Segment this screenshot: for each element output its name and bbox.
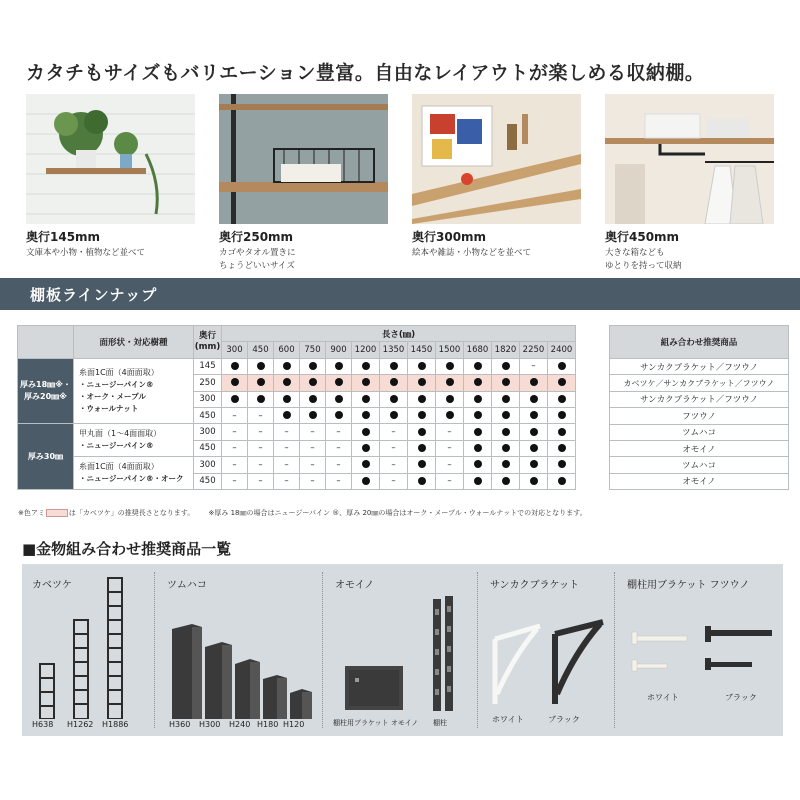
availability-cell (274, 375, 300, 391)
availability-cell (464, 407, 492, 423)
available-dot-icon (257, 362, 265, 370)
available-dot-icon (474, 460, 482, 468)
availability-cell (464, 358, 492, 374)
rec-header: 組み合わせ推奨商品 (610, 326, 789, 359)
available-dot-icon (257, 378, 265, 386)
shape-text: ・ニュージーパイン® (79, 380, 154, 390)
depth-cell: 450 (194, 473, 222, 489)
availability-cell (492, 457, 520, 473)
availability-cell: – (222, 473, 248, 489)
availability-cell (520, 473, 548, 489)
available-dot-icon (362, 395, 370, 403)
availability-cell (408, 440, 436, 456)
availability-cell: – (274, 473, 300, 489)
tsumuhako-title: ツムハコ (167, 580, 207, 591)
shape-text: 甲丸面（1〜4面面取） (79, 429, 162, 439)
availability-cell: – (222, 407, 248, 423)
tsumuhako-size: H300 (199, 720, 221, 729)
available-dot-icon (390, 411, 398, 419)
available-dot-icon (446, 362, 454, 370)
rec-row (610, 424, 789, 440)
availability-cell: – (380, 424, 408, 440)
available-dot-icon (257, 395, 265, 403)
length-header-cell: 900 (326, 342, 352, 358)
length-header-cell: 1350 (380, 342, 408, 358)
futsuno-bracket-icon (627, 624, 777, 684)
depth-cell: 450 (194, 440, 222, 456)
availability-cell (436, 391, 464, 407)
available-dot-icon (283, 362, 291, 370)
depth-cell: 300 (194, 457, 222, 473)
kabetsuke-size: H638 (32, 720, 54, 729)
availability-cell (492, 391, 520, 407)
availability-cell (464, 391, 492, 407)
availability-cell (274, 391, 300, 407)
availability-cell: – (436, 424, 464, 440)
availability-cell (548, 440, 576, 456)
available-dot-icon (502, 411, 510, 419)
available-dot-icon (474, 477, 482, 485)
caption-title: 奥行250mm (219, 230, 294, 244)
shape-text: ・ニュージーパイン® (79, 441, 154, 451)
length-header-cell: 1500 (436, 342, 464, 358)
available-dot-icon (446, 378, 454, 386)
availability-cell (352, 407, 380, 423)
available-dot-icon (502, 477, 510, 485)
availability-cell: – (248, 473, 274, 489)
rec-cell: オモイノ (610, 440, 789, 456)
availability-cell (300, 407, 326, 423)
availability-cell (408, 375, 436, 391)
available-dot-icon (530, 395, 538, 403)
availability-cell (492, 424, 520, 440)
availability-cell (548, 407, 576, 423)
available-dot-icon (502, 460, 510, 468)
availability-cell (380, 358, 408, 374)
caption-title: 奥行145mm (26, 230, 101, 244)
available-dot-icon (231, 378, 239, 386)
tsumuhako-group (157, 564, 327, 736)
availability-cell (380, 391, 408, 407)
lineup-table (17, 325, 576, 490)
availability-cell: – (380, 457, 408, 473)
available-dot-icon (558, 378, 566, 386)
availability-cell (436, 375, 464, 391)
kabetsuke-size: H1262 (67, 720, 94, 729)
availability-cell (548, 375, 576, 391)
omoino-bracket-icon (335, 594, 475, 714)
available-dot-icon (530, 428, 538, 436)
availability-cell: – (248, 407, 274, 423)
availability-cell: – (436, 473, 464, 489)
rec-row (610, 457, 789, 473)
available-dot-icon (474, 395, 482, 403)
available-dot-icon (558, 444, 566, 452)
availability-cell (492, 473, 520, 489)
rec-row (610, 375, 789, 391)
availability-cell (300, 375, 326, 391)
section-title-hardware: ■金物組み合わせ推奨商品一覧 (22, 540, 232, 558)
availability-cell: – (380, 440, 408, 456)
availability-cell (520, 407, 548, 423)
availability-cell (520, 375, 548, 391)
available-dot-icon (530, 444, 538, 452)
table-row (18, 424, 576, 440)
availability-cell (492, 407, 520, 423)
length-header-cell: 1820 (492, 342, 520, 358)
availability-cell (300, 358, 326, 374)
shape-text: ・オーク・メープル (79, 392, 146, 402)
available-dot-icon (474, 444, 482, 452)
depth-cell: 300 (194, 391, 222, 407)
availability-cell (300, 391, 326, 407)
availability-cell: – (248, 424, 274, 440)
availability-cell (492, 358, 520, 374)
photo-145 (26, 94, 195, 224)
caption-300 (412, 228, 587, 260)
caption-desc: 大きな箱なども (605, 248, 665, 258)
table-row (18, 457, 576, 473)
rec-row (610, 473, 789, 489)
available-dot-icon (558, 477, 566, 485)
caption-desc: 文庫本や小物・植物など並べて (26, 248, 146, 258)
headline: カタチもサイズもバリエーション豊富。自由なレイアウトが楽しめる収納棚。 (26, 62, 705, 84)
availability-cell (436, 407, 464, 423)
length-header-cell: 2400 (548, 342, 576, 358)
available-dot-icon (335, 411, 343, 419)
note-1b: は「カベツケ」の推奨長さとなります。 (68, 509, 195, 517)
available-dot-icon (474, 411, 482, 419)
available-dot-icon (418, 428, 426, 436)
availability-cell: – (274, 457, 300, 473)
availability-cell: – (300, 473, 326, 489)
available-dot-icon (418, 378, 426, 386)
availability-cell (352, 457, 380, 473)
availability-cell (408, 473, 436, 489)
available-dot-icon (309, 411, 317, 419)
available-dot-icon (418, 395, 426, 403)
rec-cell: サンカクブラケット／フツウノ (610, 359, 789, 375)
depth-cell: 450 (194, 407, 222, 423)
availability-cell (520, 424, 548, 440)
thickness-header-blank (18, 326, 74, 359)
caption-145 (26, 228, 201, 260)
availability-cell: – (520, 358, 548, 374)
divider (614, 572, 615, 728)
available-dot-icon (474, 378, 482, 386)
available-dot-icon (390, 362, 398, 370)
available-dot-icon (446, 395, 454, 403)
caption-desc: ゆとりを持って収納 (605, 261, 682, 271)
availability-cell (352, 440, 380, 456)
available-dot-icon (362, 477, 370, 485)
thickness-label: 厚み18㎜※・厚み20㎜※ (18, 358, 74, 424)
available-dot-icon (558, 460, 566, 468)
length-header-cell: 1450 (408, 342, 436, 358)
omoino-title: オモイノ (335, 580, 375, 591)
rec-cell: ツムハコ (610, 457, 789, 473)
tsumuhako-size: H240 (229, 720, 251, 729)
availability-cell: – (436, 457, 464, 473)
thickness-label: 厚み30㎜ (18, 424, 74, 490)
availability-cell (222, 375, 248, 391)
white-label: ホワイト (492, 715, 524, 724)
availability-cell (464, 440, 492, 456)
available-dot-icon (362, 428, 370, 436)
available-dot-icon (335, 395, 343, 403)
shape-text: ・ウォールナット (79, 404, 139, 414)
availability-cell (520, 457, 548, 473)
length-header-cell: 450 (248, 342, 274, 358)
available-dot-icon (530, 411, 538, 419)
availability-cell: – (222, 440, 248, 456)
availability-cell (548, 391, 576, 407)
availability-cell (274, 407, 300, 423)
length-header-cell: 300 (222, 342, 248, 358)
sankaku-group (480, 564, 610, 736)
rec-row (610, 359, 789, 375)
note-2: ※厚み 18㎜の場合はニュージーパイン ®、厚み 20㎜の場合はオーク・メープル・ウォールナットでの対応となります。 (208, 509, 587, 517)
depth-header: 奥行(mm) (194, 326, 222, 359)
futsuno-group (617, 564, 783, 736)
available-dot-icon (474, 428, 482, 436)
white-label: ホワイト (647, 693, 679, 702)
depth-cell: 250 (194, 375, 222, 391)
depth-cell: 145 (194, 358, 222, 374)
available-dot-icon (362, 444, 370, 452)
available-dot-icon (309, 378, 317, 386)
available-dot-icon (390, 378, 398, 386)
kabetsuke-title: カベツケ (32, 580, 72, 591)
availability-cell (380, 407, 408, 423)
available-dot-icon (474, 362, 482, 370)
availability-cell (436, 358, 464, 374)
availability-cell: – (300, 424, 326, 440)
availability-cell (520, 391, 548, 407)
rec-row (610, 391, 789, 407)
availability-cell (408, 424, 436, 440)
available-dot-icon (283, 411, 291, 419)
available-dot-icon (502, 444, 510, 452)
availability-cell (492, 375, 520, 391)
available-dot-icon (530, 477, 538, 485)
availability-cell (548, 457, 576, 473)
caption-desc: 絵本や雑誌・小物などを並べて (412, 248, 532, 258)
availability-cell (464, 457, 492, 473)
highlight-swatch (46, 509, 68, 517)
caption-250 (219, 228, 394, 273)
shape-cell (74, 424, 194, 457)
length-header-cell: 1200 (352, 342, 380, 358)
availability-cell: – (248, 457, 274, 473)
availability-cell (548, 358, 576, 374)
shape-text: ・ニュージーパイン®・オーク (79, 474, 184, 484)
availability-cell (492, 440, 520, 456)
availability-cell (548, 473, 576, 489)
availability-cell: – (326, 457, 352, 473)
available-dot-icon (418, 444, 426, 452)
availability-cell (248, 391, 274, 407)
kabetsuke-ladder-icon (32, 574, 147, 719)
sankaku-title: サンカクブラケット (490, 580, 579, 591)
availability-cell (248, 375, 274, 391)
caption-desc: ちょうどいいサイズ (219, 261, 295, 271)
available-dot-icon (558, 428, 566, 436)
section-title-lineup: 棚板ラインナップ (0, 278, 800, 310)
shape-text: 糸面1C面（4面面取） (79, 462, 159, 472)
availability-cell (352, 358, 380, 374)
tsumuhako-size: H120 (283, 720, 305, 729)
availability-cell (380, 375, 408, 391)
depth-cell: 300 (194, 424, 222, 440)
rec-cell: カベツケ／サンカクブラケット／フツウノ (610, 375, 789, 391)
availability-cell (464, 375, 492, 391)
availability-cell: – (326, 473, 352, 489)
availability-cell (326, 407, 352, 423)
table-row (18, 358, 576, 374)
shape-cell (74, 358, 194, 424)
divider (477, 572, 478, 728)
availability-cell: – (300, 440, 326, 456)
available-dot-icon (558, 411, 566, 419)
caption-desc: カゴやタオル置きに (219, 248, 296, 258)
omoino-group (325, 564, 475, 736)
available-dot-icon (362, 378, 370, 386)
availability-cell (548, 424, 576, 440)
recommendation-table (609, 325, 789, 490)
caption-450 (605, 228, 780, 273)
available-dot-icon (231, 362, 239, 370)
available-dot-icon (362, 362, 370, 370)
notes (18, 508, 587, 518)
available-dot-icon (502, 362, 510, 370)
availability-cell (464, 473, 492, 489)
kabetsuke-group (22, 564, 152, 736)
availability-cell (326, 391, 352, 407)
hardware-panel (22, 564, 783, 736)
rec-cell: オモイノ (610, 473, 789, 489)
availability-cell (222, 358, 248, 374)
availability-cell: – (300, 457, 326, 473)
rec-row (610, 408, 789, 424)
available-dot-icon (418, 362, 426, 370)
availability-cell: – (274, 440, 300, 456)
length-header-cell: 750 (300, 342, 326, 358)
availability-cell (520, 440, 548, 456)
rec-cell: サンカクブラケット／フツウノ (610, 391, 789, 407)
availability-cell (408, 358, 436, 374)
available-dot-icon (335, 362, 343, 370)
available-dot-icon (558, 362, 566, 370)
photo-300 (412, 94, 581, 224)
available-dot-icon (283, 378, 291, 386)
shape-text: 糸面1C面（4面面取） (79, 368, 159, 378)
sankaku-bracket-icon (485, 614, 610, 709)
shape-cell (74, 457, 194, 490)
availability-cell (352, 424, 380, 440)
available-dot-icon (309, 395, 317, 403)
available-dot-icon (502, 378, 510, 386)
available-dot-icon (418, 411, 426, 419)
availability-cell: – (326, 440, 352, 456)
available-dot-icon (335, 378, 343, 386)
availability-cell (326, 375, 352, 391)
caption-title: 奥行450mm (605, 230, 680, 244)
futsuno-title: 棚柱用ブラケット フツウノ (627, 580, 750, 591)
available-dot-icon (418, 460, 426, 468)
divider (322, 572, 323, 728)
available-dot-icon (558, 395, 566, 403)
tsumuhako-size: H360 (169, 720, 191, 729)
availability-cell: – (380, 473, 408, 489)
available-dot-icon (283, 395, 291, 403)
availability-cell: – (248, 440, 274, 456)
available-dot-icon (502, 395, 510, 403)
availability-cell (408, 407, 436, 423)
rec-row (610, 440, 789, 456)
availability-cell (222, 391, 248, 407)
availability-cell: – (222, 457, 248, 473)
availability-cell (248, 358, 274, 374)
photo-450 (605, 94, 774, 224)
kabetsuke-size: H1886 (102, 720, 129, 729)
available-dot-icon (530, 378, 538, 386)
length-header: 長さ(㎜) (222, 326, 576, 342)
rec-cell: フツウノ (610, 408, 789, 424)
availability-cell (408, 391, 436, 407)
availability-cell: – (326, 424, 352, 440)
available-dot-icon (362, 460, 370, 468)
tsumuhako-box-icon (167, 619, 327, 719)
availability-cell (326, 358, 352, 374)
omoino-label: 棚柱用ブラケット オモイノ (333, 719, 419, 727)
black-label: ブラック (548, 715, 580, 724)
black-label: ブラック (725, 693, 757, 702)
length-header-cell: 600 (274, 342, 300, 358)
availability-cell (408, 457, 436, 473)
availability-cell (352, 375, 380, 391)
rec-cell: ツムハコ (610, 424, 789, 440)
available-dot-icon (231, 395, 239, 403)
shape-header: 面形状・対応樹種 (74, 326, 194, 359)
photo-250 (219, 94, 388, 224)
length-header-cell: 2250 (520, 342, 548, 358)
availability-cell (274, 358, 300, 374)
note-1a: ※色アミ (18, 509, 45, 517)
tanabashira-label: 棚柱 (433, 719, 447, 727)
tsumuhako-size: H180 (257, 720, 279, 729)
available-dot-icon (418, 477, 426, 485)
available-dot-icon (309, 362, 317, 370)
available-dot-icon (502, 428, 510, 436)
availability-cell: – (274, 424, 300, 440)
availability-cell (352, 473, 380, 489)
length-header-cell: 1680 (464, 342, 492, 358)
availability-cell (464, 424, 492, 440)
caption-title: 奥行300mm (412, 230, 487, 244)
availability-cell: – (222, 424, 248, 440)
available-dot-icon (530, 460, 538, 468)
available-dot-icon (446, 411, 454, 419)
availability-cell: – (436, 440, 464, 456)
available-dot-icon (362, 411, 370, 419)
availability-cell (352, 391, 380, 407)
available-dot-icon (390, 395, 398, 403)
divider (154, 572, 155, 728)
